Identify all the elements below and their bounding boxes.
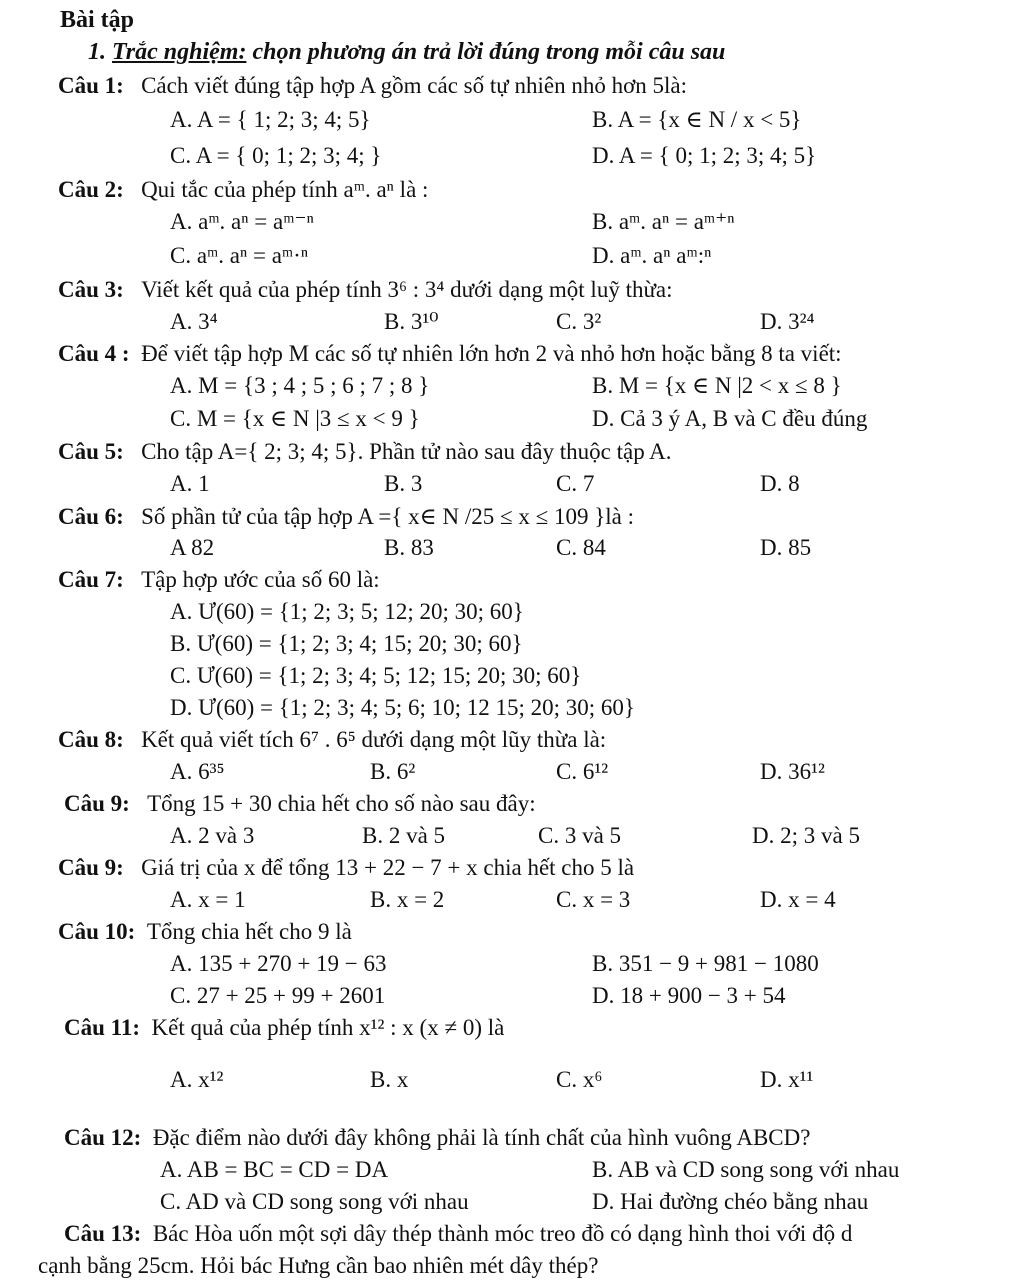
option-d: D. 18 + 900 − 3 + 54	[592, 983, 786, 1008]
question-label: Câu 2:	[58, 177, 124, 202]
page-title: Bài tập	[60, 7, 135, 33]
question-label: Câu 11:	[64, 1015, 141, 1040]
option-d: D. 2; 3 và 5	[752, 823, 860, 848]
option-a: A. M = {3 ; 4 ; 5 ; 6 ; 7 ; 8 }	[170, 373, 430, 398]
question-text: Qui tắc của phép tính aᵐ. aⁿ là :	[141, 177, 429, 202]
option-b: B. 3	[384, 471, 423, 496]
option-a: A. Ư(60) = {1; 2; 3; 5; 12; 20; 30; 60}	[170, 599, 524, 624]
option-a: A. 6³⁵	[170, 759, 225, 784]
question-label: Câu 12:	[64, 1125, 142, 1150]
option-b: B. aᵐ. aⁿ = aᵐ⁺ⁿ	[592, 209, 735, 234]
option-d: D. x = 4	[760, 887, 836, 912]
option-b: B. 83	[384, 535, 434, 560]
question-label: Câu 3:	[58, 277, 124, 302]
question-9b	[58, 854, 634, 882]
section-heading	[88, 38, 725, 67]
option-a: A. 2 và 3	[170, 823, 255, 848]
question-13	[64, 1220, 852, 1248]
question-text: Cách viết đúng tập hợp A gồm các số tự nhiên nhỏ hơn 5là:	[141, 73, 687, 98]
option-d: D. Hai đường chéo bằng nhau	[592, 1189, 869, 1214]
question-label: Câu 9:	[58, 855, 124, 880]
option-b: B. 3¹⁰	[384, 309, 439, 334]
option-c: C. Ư(60) = {1; 2; 3; 4; 5; 12; 15; 20; 30; 60}	[170, 663, 582, 688]
option-a: A. A = { 1; 2; 3; 4; 5}	[170, 107, 371, 132]
question-text: Giá trị của x để tổng 13 + 22 − 7 + x chia hết cho 5 là	[141, 855, 635, 880]
question-11	[64, 1014, 504, 1042]
section-heading-rest: chọn phương án trả lời đúng trong mỗi câu sau	[246, 39, 726, 65]
option-d: D. x¹¹	[760, 1067, 814, 1092]
option-c: C. x⁶	[556, 1067, 603, 1092]
option-c: C. 3 và 5	[538, 823, 622, 848]
question-label: Câu 10:	[58, 919, 136, 944]
option-b: B. 2 và 5	[362, 823, 446, 848]
option-c: C. 7	[556, 471, 595, 496]
option-a: A. 1	[170, 471, 210, 496]
option-c: C. x = 3	[556, 887, 631, 912]
section-heading-underlined: Trắc nghiệm:	[112, 39, 247, 65]
question-text: Bác Hòa uốn một sợi dây thép thành móc treo đồ có dạng hình thoi với độ d	[152, 1221, 853, 1246]
option-a: A. x = 1	[170, 887, 246, 912]
question-text: Kết quả viết tích 6⁷ . 6⁵ dưới dạng một lũy thừa là:	[141, 727, 607, 752]
option-b: B. AB và CD song song với nhau	[592, 1157, 900, 1182]
question-text: Để viết tập hợp M các số tự nhiên lớn hơn 2 và nhỏ hơn hoặc bằng 8 ta viết:	[141, 341, 842, 366]
question-text: Viết kết quả của phép tính 3⁶ : 3⁴ dưới dạng một luỹ thừa:	[141, 277, 673, 302]
question-3	[58, 276, 673, 304]
option-b: B. 6²	[370, 759, 416, 784]
option-a: A. 3⁴	[170, 309, 218, 334]
option-d: D. 36¹²	[760, 759, 825, 784]
option-c: C. aᵐ. aⁿ = aᵐ·ⁿ	[170, 243, 309, 268]
option-d: D. Ư(60) = {1; 2; 3; 4; 5; 6; 10; 12 15; 20; 30; 60}	[170, 695, 635, 720]
option-b: B. x = 2	[370, 887, 445, 912]
question-2	[58, 176, 428, 204]
question-4	[58, 340, 842, 368]
question-text: Tập hợp ước của số 60 là:	[141, 567, 380, 592]
question-10	[58, 918, 352, 946]
section-number: 1.	[88, 39, 106, 65]
option-c: C. 6¹²	[556, 759, 609, 784]
option-d: D. 85	[760, 535, 812, 560]
option-a: A. AB = BC = CD = DA	[160, 1157, 389, 1182]
question-label: Câu 5:	[58, 439, 124, 464]
question-7	[58, 566, 380, 594]
question-1	[58, 72, 687, 100]
question-label: Câu 7:	[58, 567, 124, 592]
question-label: Câu 4 :	[58, 341, 130, 366]
option-d: D. A = { 0; 1; 2; 3; 4; 5}	[592, 143, 817, 168]
option-c: C. AD và CD song song với nhau	[160, 1189, 469, 1214]
option-c: C. M = {x ∈ N |3 ≤ x < 9 }	[170, 406, 420, 431]
question-13-continuation: cạnh bằng 25cm. Hỏi bác Hưng cần bao nhiên mét dây thép?	[38, 1253, 599, 1278]
question-12	[64, 1124, 810, 1152]
question-text: Đặc điểm nào dưới đây không phải là tính chất của hình vuông ABCD?	[152, 1125, 811, 1150]
option-c: C. 27 + 25 + 99 + 2601	[170, 983, 386, 1008]
option-d: D. aᵐ. aⁿ aᵐ:ⁿ	[592, 243, 712, 268]
option-d: D. 3²⁴	[760, 309, 815, 334]
option-b: B. M = {x ∈ N |2 < x ≤ 8 }	[592, 373, 842, 398]
option-c: C. 3²	[556, 309, 602, 334]
question-text: Tổng chia hết cho 9 là	[146, 919, 352, 944]
option-b: B. Ư(60) = {1; 2; 3; 4; 15; 20; 30; 60}	[170, 631, 523, 656]
option-b: B. A = {x ∈ N / x < 5}	[592, 107, 802, 132]
question-text: Tổng 15 + 30 chia hết cho số nào sau đây:	[147, 791, 536, 816]
option-a: A. 135 + 270 + 19 − 63	[170, 951, 387, 976]
question-text: Cho tập A={ 2; 3; 4; 5}. Phần tử nào sau đây thuộc tập A.	[141, 439, 672, 464]
question-label: Câu 13:	[64, 1221, 142, 1246]
question-8	[58, 726, 606, 754]
option-d: D. 8	[760, 471, 800, 496]
question-text: Số phần tử của tập hợp A ={ x∈ N /25 ≤ x ≤ 109 }là :	[141, 504, 634, 529]
question-text: Kết quả của phép tính x¹² : x (x ≠ 0) là	[151, 1015, 505, 1040]
question-9a	[64, 790, 536, 818]
question-6	[58, 503, 634, 531]
option-c: C. 84	[556, 535, 606, 560]
option-d: D. Cả 3 ý A, B và C đều đúng	[592, 406, 868, 431]
question-label: Câu 1:	[58, 73, 124, 98]
option-a: A 82	[170, 535, 215, 560]
question-5	[58, 438, 672, 466]
option-a: A. aᵐ. aⁿ = aᵐ⁻ⁿ	[170, 209, 314, 234]
option-b: B. x	[370, 1067, 409, 1092]
question-label: Câu 8:	[58, 727, 124, 752]
option-c: C. A = { 0; 1; 2; 3; 4; }	[170, 143, 382, 168]
option-b: B. 351 − 9 + 981 − 1080	[592, 951, 819, 976]
question-label: Câu 9:	[64, 791, 130, 816]
question-label: Câu 6:	[58, 504, 124, 529]
option-a: A. x¹²	[170, 1067, 224, 1092]
